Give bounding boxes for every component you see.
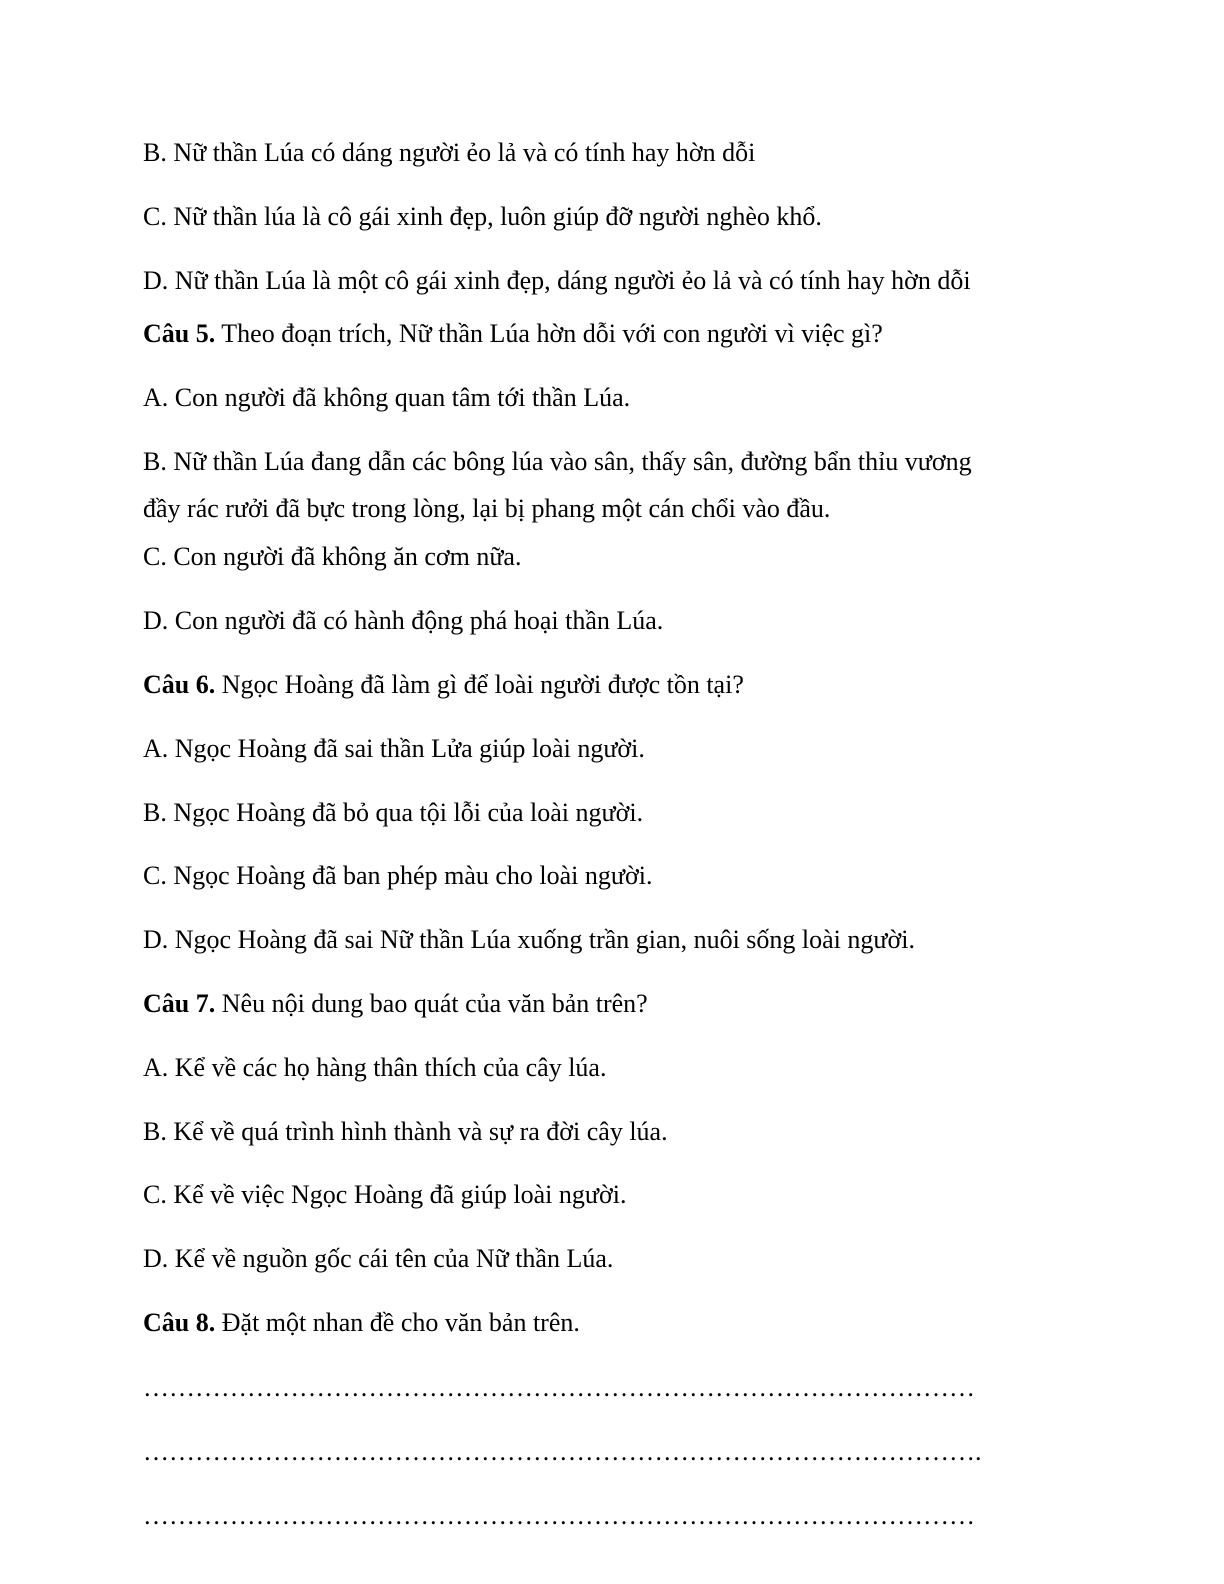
q7-option-c: C. Kể về việc Ngọc Hoàng đã giúp loài người. — [143, 1180, 627, 1209]
q4-option-b: B. Nữ thần Lúa có dáng người ẻo lả và có tính hay hờn dỗi — [143, 138, 756, 167]
answer-line-3: …………………………………………………………………………………… — [143, 1501, 975, 1530]
q5-option-a: A. Con người đã không quan tâm tới thần Lúa. — [143, 383, 631, 412]
answer-line-1: …………………………………………………………………………………… — [143, 1373, 975, 1402]
answer-line-2: ……………………………………………………………………………………. — [143, 1437, 982, 1466]
q5-option-b-line1: B. Nữ thần Lúa đang dẫn các bông lúa vào sân, thấy sân, đường bẩn thỉu vương — [143, 447, 972, 476]
q6-question — [143, 669, 744, 701]
q5-option-b-line2: đầy rác rưởi đã bực trong lòng, lại bị phang một cán chổi vào đầu. — [143, 494, 831, 523]
q7-text: Nêu nội dung bao quát của văn bản trên? — [215, 989, 648, 1018]
q7-option-d: D. Kể về nguồn gốc cái tên của Nữ thần Lúa. — [143, 1244, 614, 1273]
q7-label: Câu 7. — [143, 989, 216, 1018]
q4-option-d: D. Nữ thần Lúa là một cô gái xinh đẹp, dáng người ẻo lả và có tính hay hờn dỗi — [143, 266, 971, 295]
q4-option-c: C. Nữ thần lúa là cô gái xinh đẹp, luôn giúp đỡ người nghèo khổ. — [143, 202, 822, 231]
q7-option-b: B. Kể về quá trình hình thành và sự ra đời cây lúa. — [143, 1117, 668, 1146]
q6-option-d: D. Ngọc Hoàng đã sai Nữ thần Lúa xuống trần gian, nuôi sống loài người. — [143, 925, 915, 954]
q6-option-a: A. Ngọc Hoàng đã sai thần Lửa giúp loài người. — [143, 734, 645, 763]
q5-question — [143, 318, 883, 350]
q6-label: Câu 6. — [143, 670, 216, 699]
q6-text: Ngọc Hoàng đã làm gì để loài người được tồn tại? — [215, 670, 744, 699]
q8-question — [143, 1307, 580, 1339]
q7-question — [143, 988, 648, 1020]
q6-option-c: C. Ngọc Hoàng đã ban phép màu cho loài người. — [143, 861, 653, 890]
q5-option-c: C. Con người đã không ăn cơm nữa. — [143, 542, 522, 571]
q5-label: Câu 5. — [143, 319, 216, 348]
q5-text: Theo đoạn trích, Nữ thần Lúa hờn dỗi với con người vì việc gì? — [215, 319, 883, 348]
q8-text: Đặt một nhan đề cho văn bản trên. — [215, 1308, 580, 1337]
q8-label: Câu 8. — [143, 1308, 216, 1337]
q5-option-d: D. Con người đã có hành động phá hoại thần Lúa. — [143, 606, 664, 635]
q6-option-b: B. Ngọc Hoàng đã bỏ qua tội lỗi của loài người. — [143, 798, 644, 827]
q7-option-a: A. Kể về các họ hàng thân thích của cây lúa. — [143, 1053, 607, 1082]
